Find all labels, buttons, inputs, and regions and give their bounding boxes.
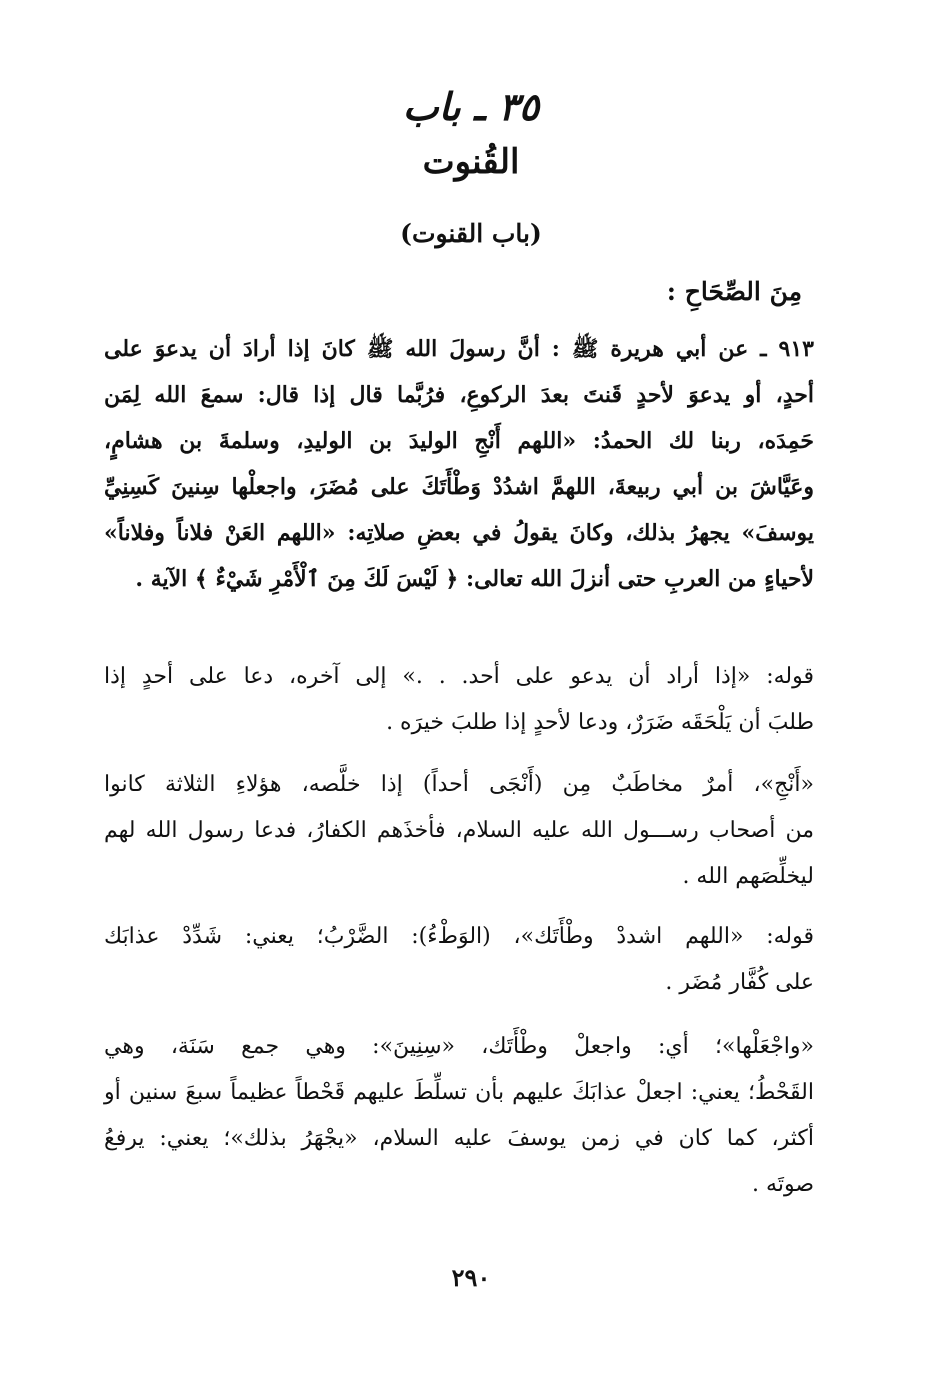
source-heading: مِنَ الصِّحَاحِ : [666, 277, 802, 306]
commentary-paragraph [104, 1024, 814, 1208]
commentary-line: القَحْطُ؛ يعني: اجعلْ عذابَكَ عليهم بأن تسلِّطَ عليهم قَحْطاً عظيماً سبعَ سنين أو [104, 1080, 814, 1105]
hadith-line: أحدٍ، أو يدعوَ لأحدٍ قَنتَ بعدَ الركوعِ، فرُبَّما قال إذا قال: سمعَ الله لِمَن [104, 382, 814, 408]
hadith-line: لأحياءٍ من العربِ حتى أنزلَ الله تعالى: ﴿ لَيْسَ لَكَ مِنَ ٱلْأَمْرِ شَيْءٌ ﴾ الآية . [135, 566, 814, 592]
hadith-line: حَمِدَه، ربنا لك الحمدُ: «اللهم أَنْجِ الوليدَ بن الوليدِ، وسلمةَ بن هشامٍ، [104, 428, 814, 454]
commentary-line: قوله: «اللهم اشددْ وطْأَتَك»، (الوَطْءُ): الضَّرْبُ؛ يعني: شَدِّدْ عذابَك [104, 924, 814, 949]
hadith-line: وعَيَّاشَ بن أبي ربيعةَ، اللهمَّ اشدُدْ وَطْأَتَكَ على مُضَرَ، واجعلْها سِنينَ كَسِنِيِّ [104, 474, 814, 500]
hadith-line: يوسفَ» يجهرُ بذلك، وكانَ يقولُ في بعضِ صلاتِه: «اللهم العَنْ فلاناً وفلاناً» [104, 520, 814, 546]
commentary-line: «واجْعَلْها»؛ أي: واجعلْ وطْأَتَك، «سِنِينَ»: وهي جمع سَنَة، وهي [104, 1034, 814, 1059]
commentary-line: على كُفَّار مُضَر . [665, 970, 814, 995]
hadith-paragraph [104, 326, 814, 602]
commentary-line: صوتَه . [752, 1172, 814, 1197]
commentary-paragraph [104, 914, 814, 1006]
commentary-paragraph [104, 654, 814, 746]
hadith-line: ٩١٣ ـ عن أبي هريرة ﷺ : أنَّ رسولَ الله ﷺ كانَ إذا أرادَ أن يدعوَ على [104, 336, 814, 362]
commentary-line: قوله: «إذا أراد أن يدعو على أحد. . .» إلى آخره، دعا على أحدٍ إذا [104, 664, 814, 689]
commentary-line: ليخلِّصَهم الله . [682, 864, 814, 889]
commentary-line: أكثر، كما كان في زمن يوسفَ عليه السلام، «يجْهَرُ بذلك»؛ يعني: يرفعُ [104, 1126, 814, 1151]
chapter-title: القُنوت [422, 142, 520, 182]
section-label: (باب القنوت) [400, 219, 542, 248]
commentary-paragraph [104, 762, 814, 900]
commentary-line: طلبَ أن يَلْحَقَه ضَرَرٌ، ودعا لأحدٍ إذا طلبَ خيرَه . [386, 710, 814, 735]
chapter-number: ٣٥ ـ باب [402, 84, 540, 129]
commentary-line: «أَنْجِ»، أمرٌ مخاطَبٌ مِن (أَنْجَى أحداً) إذا خلَّصه، هؤلاءِ الثلاثة كانوا [104, 772, 814, 797]
page-number: ٢٩٠ [451, 1263, 491, 1292]
commentary-line: من أصحاب رســـول الله عليه السلام، فأخذَهم الكفارُ، فدعا رسول الله لهم [104, 818, 814, 843]
